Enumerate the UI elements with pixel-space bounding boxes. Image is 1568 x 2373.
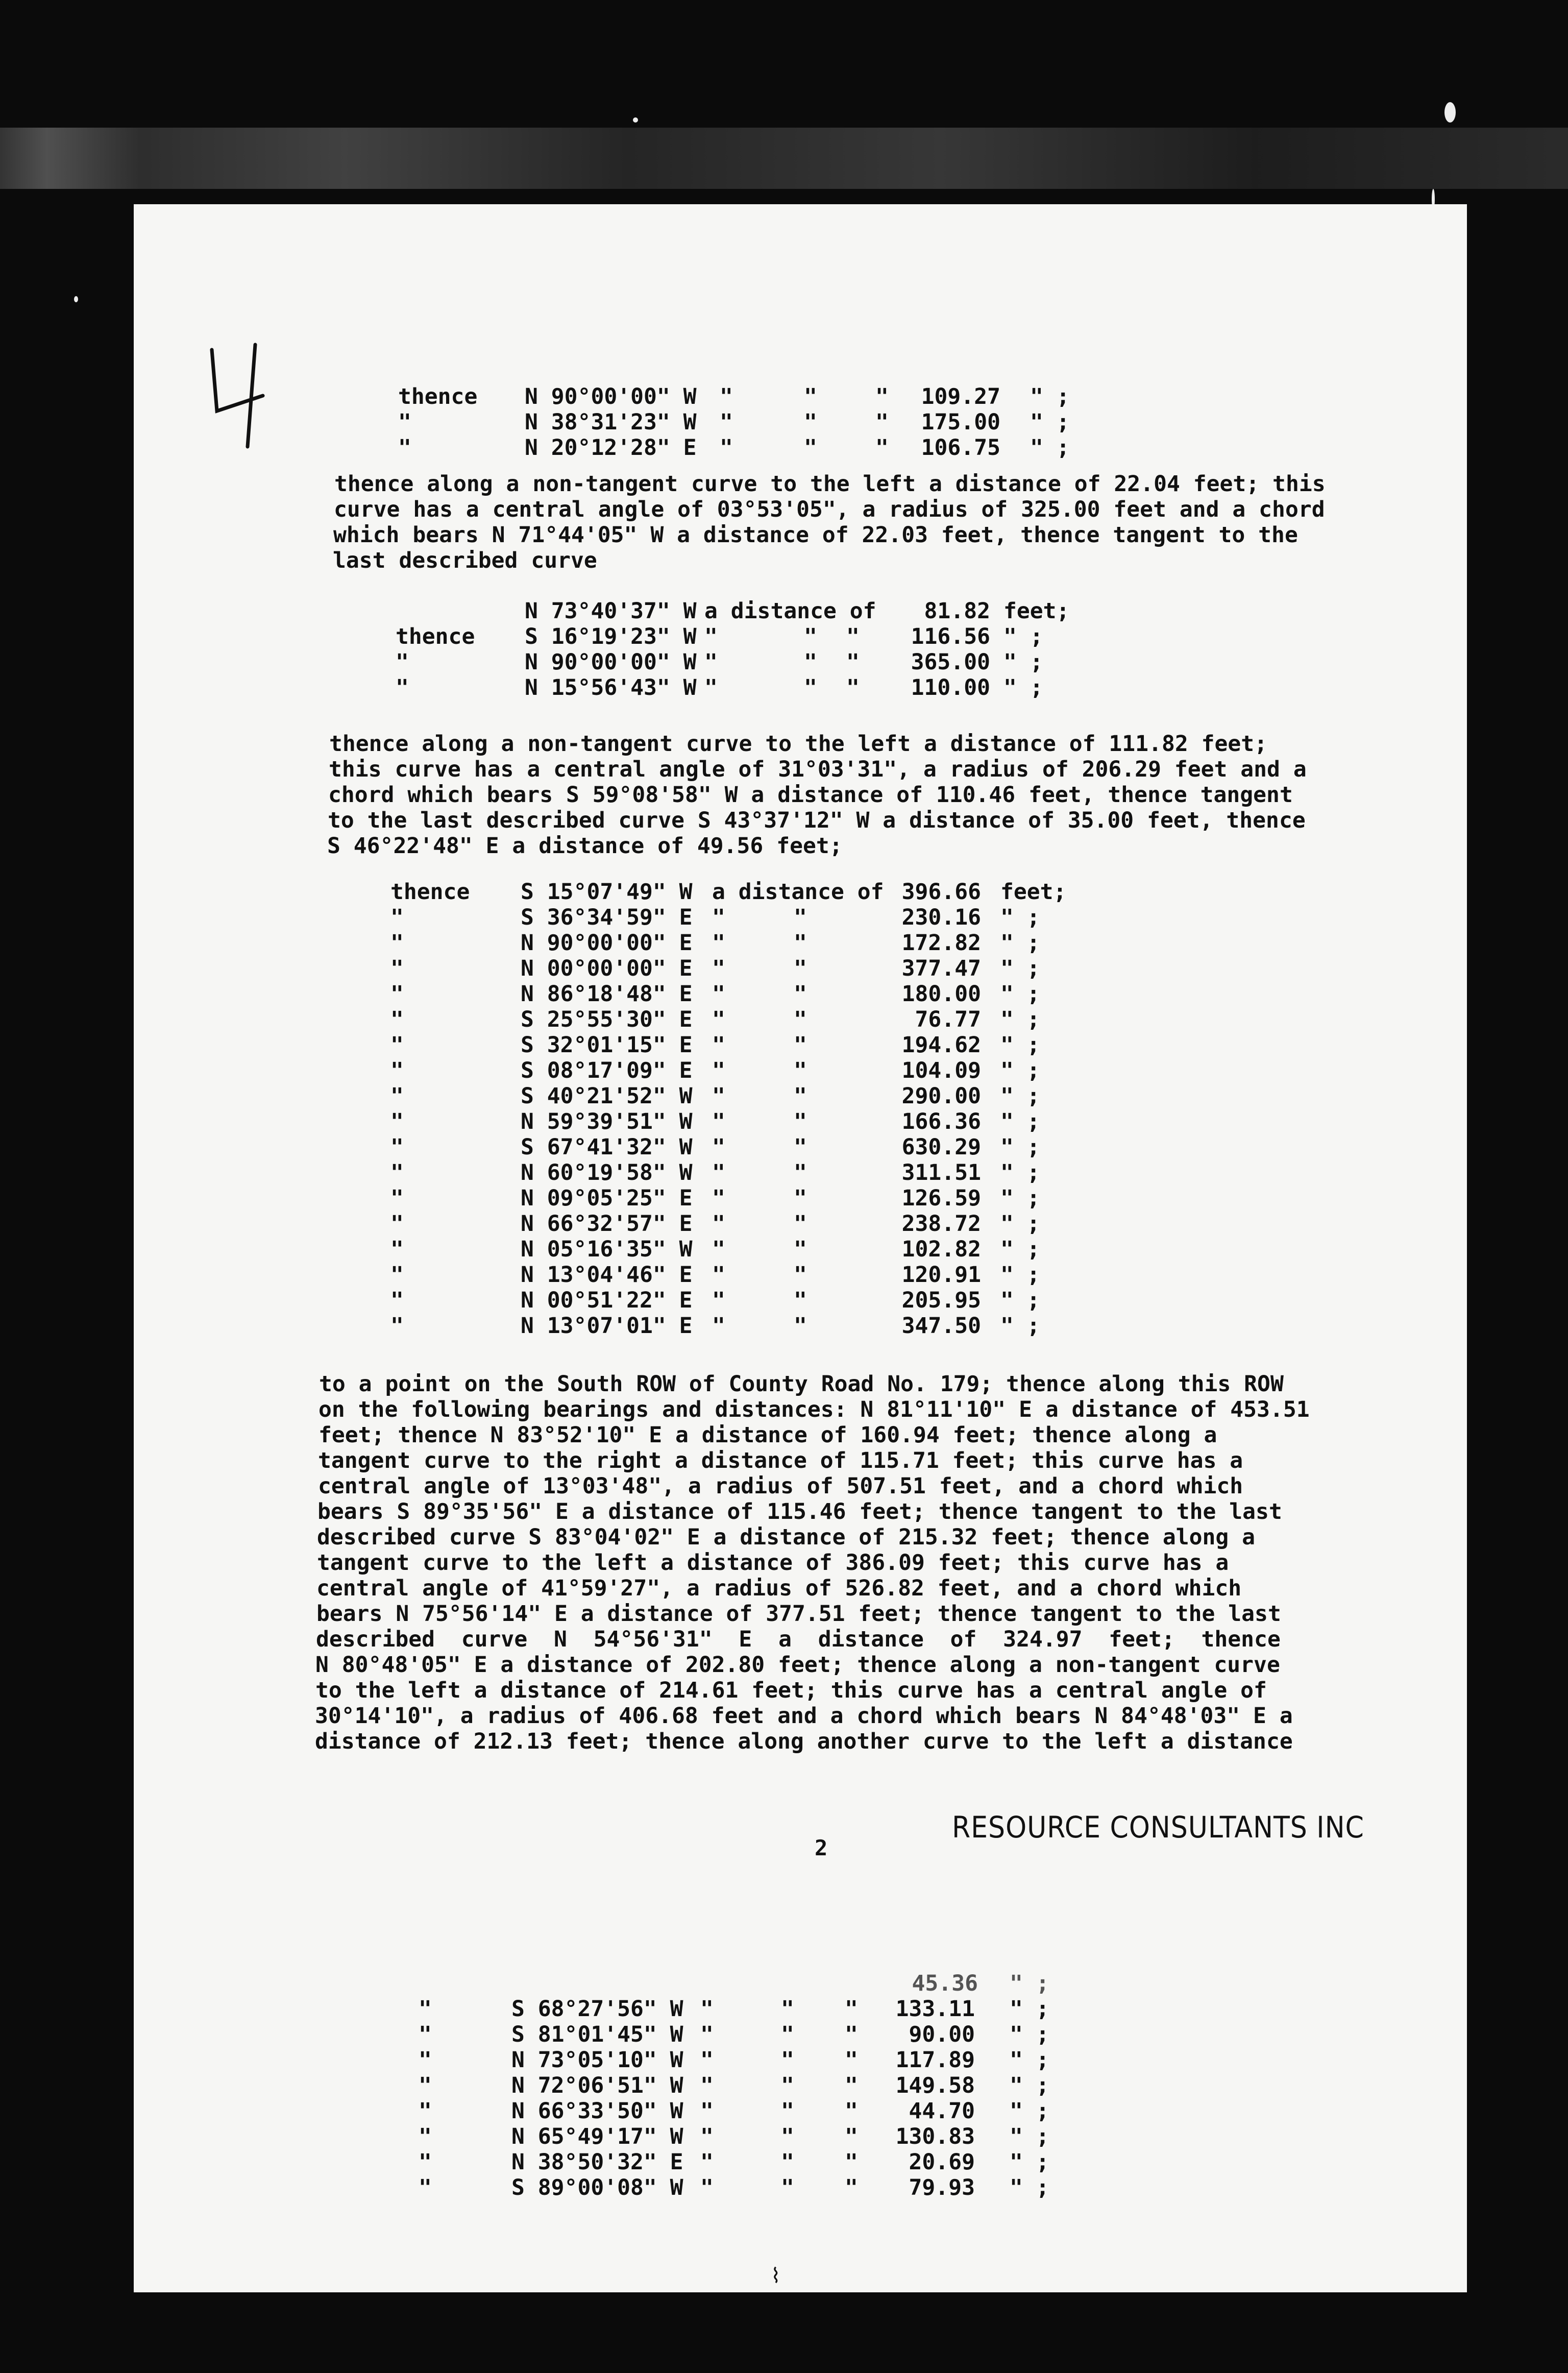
section1-row-bearing: N 20°12'28" E: [525, 435, 697, 461]
section4-row-col1: ": [700, 2022, 714, 2047]
section4-row-distance: 117.89: [895, 2047, 975, 2073]
section3-row-lead: ": [390, 1032, 404, 1058]
section4-row-col3: ": [845, 2047, 858, 2073]
para3-line: N 80°48'05" E a distance of 202.80 feet; thence along a non-tangent curve: [315, 1652, 1280, 1678]
section3-row-tail: " ;: [1000, 930, 1040, 956]
section3-row-bearing: N 09°05'25" E: [521, 1185, 693, 1211]
section1-row-tail: " ;: [1030, 409, 1070, 435]
section4-row-bearing: N 66°33'50" W: [511, 2098, 683, 2124]
section4-row-col1: ": [700, 2098, 714, 2124]
section1-row-distance: 109.27: [921, 384, 1000, 409]
para3-line: central angle of 13°03'48", a radius of 507.51 feet, and a chord which: [318, 1473, 1243, 1499]
page-number: 2: [815, 1835, 828, 1860]
section2-row-col1: ": [704, 649, 718, 675]
section4-row-tail: " ;: [1010, 2124, 1049, 2149]
para1-line: last described curve: [333, 548, 597, 573]
section4-row-col2: ": [781, 2073, 794, 2098]
section3-row-lead: ": [390, 981, 404, 1007]
section3-row-lead: ": [390, 1058, 404, 1083]
para2-line: to the last described curve S 43°37'12" W a distance of 35.00 feet, thence: [328, 808, 1306, 833]
section3-row-distance: 630.29: [901, 1134, 981, 1160]
section3-row-col1: ": [712, 1211, 725, 1237]
section4-row-col3: ": [845, 2175, 858, 2200]
section4-row-lead: ": [419, 2073, 432, 2098]
section2-row-col3: ": [846, 675, 860, 700]
para3-line: described curve S 83°04'02" E a distance of 215.32 feet; thence along a: [317, 1524, 1256, 1550]
section4-row-distance: 90.00: [909, 2022, 975, 2047]
section3-row-distance: 230.16: [901, 905, 981, 930]
handwritten-page-mark: [202, 340, 288, 452]
section4-row-col3: ": [845, 2073, 858, 2098]
scan-noise-band: [0, 128, 1568, 189]
section2-row-distance: 81.82: [924, 598, 990, 624]
section3-row-tail: " ;: [1000, 1083, 1040, 1109]
section3-row-tail: " ;: [1000, 1134, 1040, 1160]
para1-line: curve has a central angle of 03°53'05", a radius of 325.00 feet and a chord: [334, 497, 1325, 522]
section1-row-tail: " ;: [1030, 384, 1070, 409]
section3-row-tail: " ;: [1000, 1262, 1040, 1288]
section3-row-distance: 104.09: [901, 1058, 981, 1083]
section1-row-distance: 106.75: [921, 435, 1000, 461]
section1-row-col1: ": [720, 409, 733, 435]
section3-row-bearing: S 08°17'09" E: [521, 1058, 693, 1083]
section4-row-lead: ": [419, 2098, 432, 2124]
section3-row-lead: ": [390, 1185, 404, 1211]
section2-row-bearing: N 73°40'37" W: [525, 598, 697, 624]
para3-line: bears N 75°56'14" E a distance of 377.51 feet; thence tangent to the last: [316, 1601, 1281, 1627]
section3-row-col2: ": [794, 930, 807, 956]
section2-row-tail: " ;: [1003, 624, 1043, 649]
section4-row-col2: ": [781, 2149, 794, 2175]
section4-row-distance: 133.11: [895, 1996, 975, 2022]
section3-row-tail: " ;: [1000, 1211, 1040, 1237]
section4-row-lead: ": [419, 2175, 432, 2200]
para3-line: 30°14'10", a radius of 406.68 feet and a chord which bears N 84°48'03" E a: [315, 1703, 1293, 1729]
section2-row-lead: ": [396, 675, 409, 700]
section4-row-bearing: S 89°00'08" W: [511, 2175, 683, 2200]
section2-row-tail: " ;: [1003, 649, 1043, 675]
section3-row-col2: ": [794, 1134, 807, 1160]
section4-row-tail: " ;: [1010, 2149, 1049, 2175]
section4-row-bearing: N 72°06'51" W: [511, 2073, 683, 2098]
section4-row-col3: ": [845, 2098, 858, 2124]
section2-row-tail: " ;: [1003, 675, 1043, 700]
section3-row-col1: ": [712, 905, 725, 930]
section2-row-col1: ": [704, 675, 718, 700]
section3-row-col1: ": [712, 1134, 725, 1160]
section3-row-col2: ": [794, 1313, 807, 1339]
section4-row-distance: 44.70: [909, 2098, 975, 2124]
document-page-lower-strip: [134, 1935, 1467, 2292]
section4-row-tail: " ;: [1010, 1996, 1049, 2022]
section3-row-distance: 166.36: [901, 1109, 981, 1134]
section2-row-distance: 365.00: [911, 649, 990, 675]
section4-row-col1: ": [700, 2175, 714, 2200]
section2-row-bearing: N 90°00'00" W: [525, 649, 697, 675]
para3-line: distance of 212.13 feet; thence along another curve to the left a distance: [315, 1729, 1293, 1754]
scan-speck: [1444, 102, 1456, 123]
section2-row-lead: ": [396, 649, 409, 675]
section3-row-col2: ": [794, 1160, 807, 1185]
section3-row-bearing: S 15°07'49" W: [521, 879, 693, 905]
section2-row-lead: thence: [396, 624, 475, 649]
section3-row-tail: " ;: [1000, 1313, 1040, 1339]
section3-row-col2: ": [794, 1083, 807, 1109]
section3-row-tail: " ;: [1000, 1288, 1040, 1313]
section4-row-bearing: N 65°49'17" W: [511, 2124, 683, 2149]
section4-row-lead: ": [419, 1996, 432, 2022]
section2-row-col3: ": [846, 624, 860, 649]
section4-row-bearing: S 81°01'45" W: [511, 2022, 683, 2047]
section3-row-col2: ": [794, 1288, 807, 1313]
section3-row-col1: ": [712, 1007, 725, 1032]
section3-row-lead: ": [390, 956, 404, 981]
section3-row-bearing: N 90°00'00" E: [521, 930, 693, 956]
section3-row-distance: 290.00: [901, 1083, 981, 1109]
company-logo: RESOURCE CONSULTANTS INC: [952, 1810, 1364, 1845]
bottom-edge-mark: ⌇: [771, 2264, 781, 2288]
section3-row-col2: ": [794, 956, 807, 981]
section4-row-distance: 130.83: [895, 2124, 975, 2149]
section3-row-tail: " ;: [1000, 1007, 1040, 1032]
section2-row-col1: a distance of: [704, 598, 876, 624]
section4-row-lead: ": [419, 2149, 432, 2175]
section3-row-distance: 311.51: [901, 1160, 981, 1185]
section3-row-lead: ": [390, 1134, 404, 1160]
section3-row-lead: ": [390, 1237, 404, 1262]
section3-row-col2: ": [794, 1109, 807, 1134]
section3-row-distance: 205.95: [901, 1288, 981, 1313]
para3-line: described curve N 54°56'31" E a distance of 324.97 feet; thence: [316, 1627, 1281, 1652]
section3-row-col1: ": [712, 1160, 725, 1185]
section3-row-bearing: S 36°34'59" E: [521, 905, 693, 930]
section4-row-distance: 79.93: [909, 2175, 975, 2200]
section4-row-col3: ": [845, 1996, 858, 2022]
section3-row-lead: ": [390, 1083, 404, 1109]
section3-row-col1: ": [712, 1083, 725, 1109]
section1-row-col2: ": [804, 384, 817, 409]
scan-speck: [633, 117, 638, 123]
section3-row-tail: " ;: [1000, 905, 1040, 930]
section4-row-bearing: N 38°50'32" E: [511, 2149, 683, 2175]
section1-row-col2: ": [804, 435, 817, 461]
section3-row-col1: ": [712, 930, 725, 956]
section3-row-tail: " ;: [1000, 1160, 1040, 1185]
section3-row-bearing: N 00°51'22" E: [521, 1288, 693, 1313]
para2-line: this curve has a central angle of 31°03'31", a radius of 206.29 feet and a: [329, 757, 1307, 782]
section3-row-col2: ": [794, 1032, 807, 1058]
section2-row-col2: ": [804, 675, 817, 700]
section3-row-lead: ": [390, 1160, 404, 1185]
section4-row-col1: ": [700, 2149, 714, 2175]
section3-row-bearing: N 05°16'35" W: [521, 1237, 693, 1262]
section4-row-col2: ": [781, 2175, 794, 2200]
section4-row-lead: ": [419, 2047, 432, 2073]
section4-row-col1: ": [700, 1996, 714, 2022]
section3-row-col1: ": [712, 1185, 725, 1211]
section2-row-col2: ": [804, 649, 817, 675]
para1-line: which bears N 71°44'05" W a distance of 22.03 feet, thence tangent to the: [333, 522, 1298, 548]
section4-row-bearing: S 68°27'56" W: [511, 1996, 683, 2022]
section3-row-col1: ": [712, 956, 725, 981]
section4-row-lead: ": [419, 2022, 432, 2047]
section4-row-lead: ": [419, 2124, 432, 2149]
section3-row-col2: ": [794, 1211, 807, 1237]
section4-row-col3: ": [845, 2124, 858, 2149]
section1-row-col3: ": [875, 435, 889, 461]
section1-row-tail: " ;: [1030, 435, 1070, 461]
section2-row-col3: ": [846, 649, 860, 675]
section2-row-distance: 116.56: [911, 624, 990, 649]
section2-row-tail: feet;: [1003, 598, 1070, 624]
section4-row-col1: ": [700, 2124, 714, 2149]
section3-row-col2: ": [794, 1185, 807, 1211]
scan-speck: [74, 296, 78, 302]
section3-row-col2: ": [794, 1237, 807, 1262]
para1-line: thence along a non-tangent curve to the left a distance of 22.04 feet; this: [334, 471, 1326, 497]
section4-row-tail: " ;: [1010, 2175, 1049, 2200]
section3-row-col1: ": [712, 1109, 725, 1134]
section4-row-distance: 149.58: [895, 2073, 975, 2098]
para3-line: on the following bearings and distances: N 81°11'10" E a distance of 453.51: [318, 1397, 1310, 1422]
section1-row-col3: ": [875, 409, 889, 435]
section1-row-col1: ": [720, 435, 733, 461]
section3-row-col1: ": [712, 1262, 725, 1288]
section4-partial-tail: " ;: [1010, 1971, 1049, 1996]
section3-row-tail: " ;: [1000, 1185, 1040, 1211]
section4-row-col2: ": [781, 2124, 794, 2149]
section4-row-tail: " ;: [1010, 2022, 1049, 2047]
section3-row-col2: ": [794, 1058, 807, 1083]
section3-row-col2: ": [794, 1007, 807, 1032]
section3-row-lead: ": [390, 1007, 404, 1032]
section3-row-col1: ": [712, 1058, 725, 1083]
section3-row-distance: 76.77: [915, 1007, 981, 1032]
section3-row-lead: ": [390, 1211, 404, 1237]
section4-row-tail: " ;: [1010, 2098, 1049, 2124]
para3-line: to the left a distance of 214.61 feet; this curve has a central angle of: [315, 1678, 1267, 1703]
section3-row-bearing: S 67°41'32" W: [521, 1134, 693, 1160]
section3-row-col2: ": [794, 905, 807, 930]
section1-row-distance: 175.00: [921, 409, 1000, 435]
section4-partial-distance: 45.36: [912, 1971, 978, 1996]
section4-row-col3: ": [845, 2022, 858, 2047]
para3-line: bears S 89°35'56" E a distance of 115.46 feet; thence tangent to the last: [317, 1499, 1282, 1524]
section3-row-tail: " ;: [1000, 1058, 1040, 1083]
section3-row-tail: feet;: [1000, 879, 1067, 905]
section2-row-col2: ": [804, 624, 817, 649]
section3-row-bearing: S 25°55'30" E: [521, 1007, 693, 1032]
section3-row-distance: 396.66: [901, 879, 981, 905]
section1-row-lead: ": [398, 435, 411, 461]
section3-row-distance: 194.62: [901, 1032, 981, 1058]
para3-line: to a point on the South ROW of County Road No. 179; thence along this ROW: [319, 1371, 1284, 1397]
section3-row-distance: 102.82: [901, 1237, 981, 1262]
section1-row-lead: thence: [398, 384, 478, 409]
section3-row-col2: ": [794, 1262, 807, 1288]
section4-row-col3: ": [845, 2149, 858, 2175]
section4-row-col2: ": [781, 2098, 794, 2124]
section3-row-distance: 126.59: [901, 1185, 981, 1211]
section2-row-bearing: N 15°56'43" W: [525, 675, 697, 700]
section4-row-distance: 20.69: [909, 2149, 975, 2175]
section3-row-lead: ": [390, 1109, 404, 1134]
section3-row-bearing: N 13°07'01" E: [521, 1313, 693, 1339]
section3-row-distance: 172.82: [901, 930, 981, 956]
section4-row-tail: " ;: [1010, 2047, 1049, 2073]
section3-row-tail: " ;: [1000, 1109, 1040, 1134]
section3-row-lead: ": [390, 1313, 404, 1339]
section3-row-col1: ": [712, 1313, 725, 1339]
section3-row-bearing: N 86°18'48" E: [521, 981, 693, 1007]
section3-row-col1: ": [712, 981, 725, 1007]
section3-row-distance: 377.47: [901, 956, 981, 981]
section4-row-col2: ": [781, 1996, 794, 2022]
para2-line: S 46°22'48" E a distance of 49.56 feet;: [327, 833, 843, 859]
section3-row-col1: ": [712, 1032, 725, 1058]
section3-row-tail: " ;: [1000, 956, 1040, 981]
section3-row-bearing: N 66°32'57" E: [521, 1211, 693, 1237]
section3-row-col1: ": [712, 1237, 725, 1262]
section3-row-distance: 120.91: [901, 1262, 981, 1288]
section3-row-tail: " ;: [1000, 1237, 1040, 1262]
section3-row-bearing: N 59°39'51" W: [521, 1109, 693, 1134]
section3-row-lead: ": [390, 1262, 404, 1288]
section3-row-bearing: S 40°21'52" W: [521, 1083, 693, 1109]
section3-row-bearing: N 00°00'00" E: [521, 956, 693, 981]
section3-row-distance: 238.72: [901, 1211, 981, 1237]
section1-row-bearing: N 38°31'23" W: [525, 409, 697, 435]
section3-row-col1: ": [712, 1288, 725, 1313]
section1-row-bearing: N 90°00'00" W: [525, 384, 697, 409]
section4-row-col2: ": [781, 2022, 794, 2047]
para3-line: central angle of 41°59'27", a radius of 526.82 feet, and a chord which: [316, 1576, 1242, 1601]
section3-row-bearing: N 60°19'58" W: [521, 1160, 693, 1185]
section4-row-col2: ": [781, 2047, 794, 2073]
section2-row-bearing: S 16°19'23" W: [525, 624, 697, 649]
section4-row-tail: " ;: [1010, 2073, 1049, 2098]
section3-row-lead: ": [390, 905, 404, 930]
section1-row-col1: ": [720, 384, 733, 409]
section3-row-col1: a distance of: [712, 879, 884, 905]
section1-row-lead: ": [398, 409, 411, 435]
para2-line: thence along a non-tangent curve to the left a distance of 111.82 feet;: [329, 731, 1268, 757]
section3-row-distance: 180.00: [901, 981, 981, 1007]
para3-line: tangent curve to the left a distance of 386.09 feet; this curve has a: [317, 1550, 1229, 1576]
section2-row-distance: 110.00: [911, 675, 990, 700]
section3-row-col2: ": [794, 981, 807, 1007]
section3-row-lead: ": [390, 930, 404, 956]
section4-row-col1: ": [700, 2047, 714, 2073]
section3-row-bearing: N 13°04'46" E: [521, 1262, 693, 1288]
section3-row-lead: ": [390, 1288, 404, 1313]
section3-row-bearing: S 32°01'15" E: [521, 1032, 693, 1058]
section1-row-col3: ": [875, 384, 889, 409]
section3-row-tail: " ;: [1000, 981, 1040, 1007]
section3-row-lead: thence: [390, 879, 470, 905]
section1-row-col2: ": [804, 409, 817, 435]
para2-line: chord which bears S 59°08'58" W a distance of 110.46 feet, thence tangent: [328, 782, 1293, 808]
section4-row-bearing: N 73°05'10" W: [511, 2047, 683, 2073]
para3-line: tangent curve to the right a distance of 115.71 feet; this curve has a: [318, 1448, 1243, 1473]
para3-line: feet; thence N 83°52'10" E a distance of 160.94 feet; thence along a: [318, 1422, 1217, 1448]
section3-row-distance: 347.50: [901, 1313, 981, 1339]
section2-row-col1: ": [704, 624, 718, 649]
section4-row-col1: ": [700, 2073, 714, 2098]
section3-row-tail: " ;: [1000, 1032, 1040, 1058]
